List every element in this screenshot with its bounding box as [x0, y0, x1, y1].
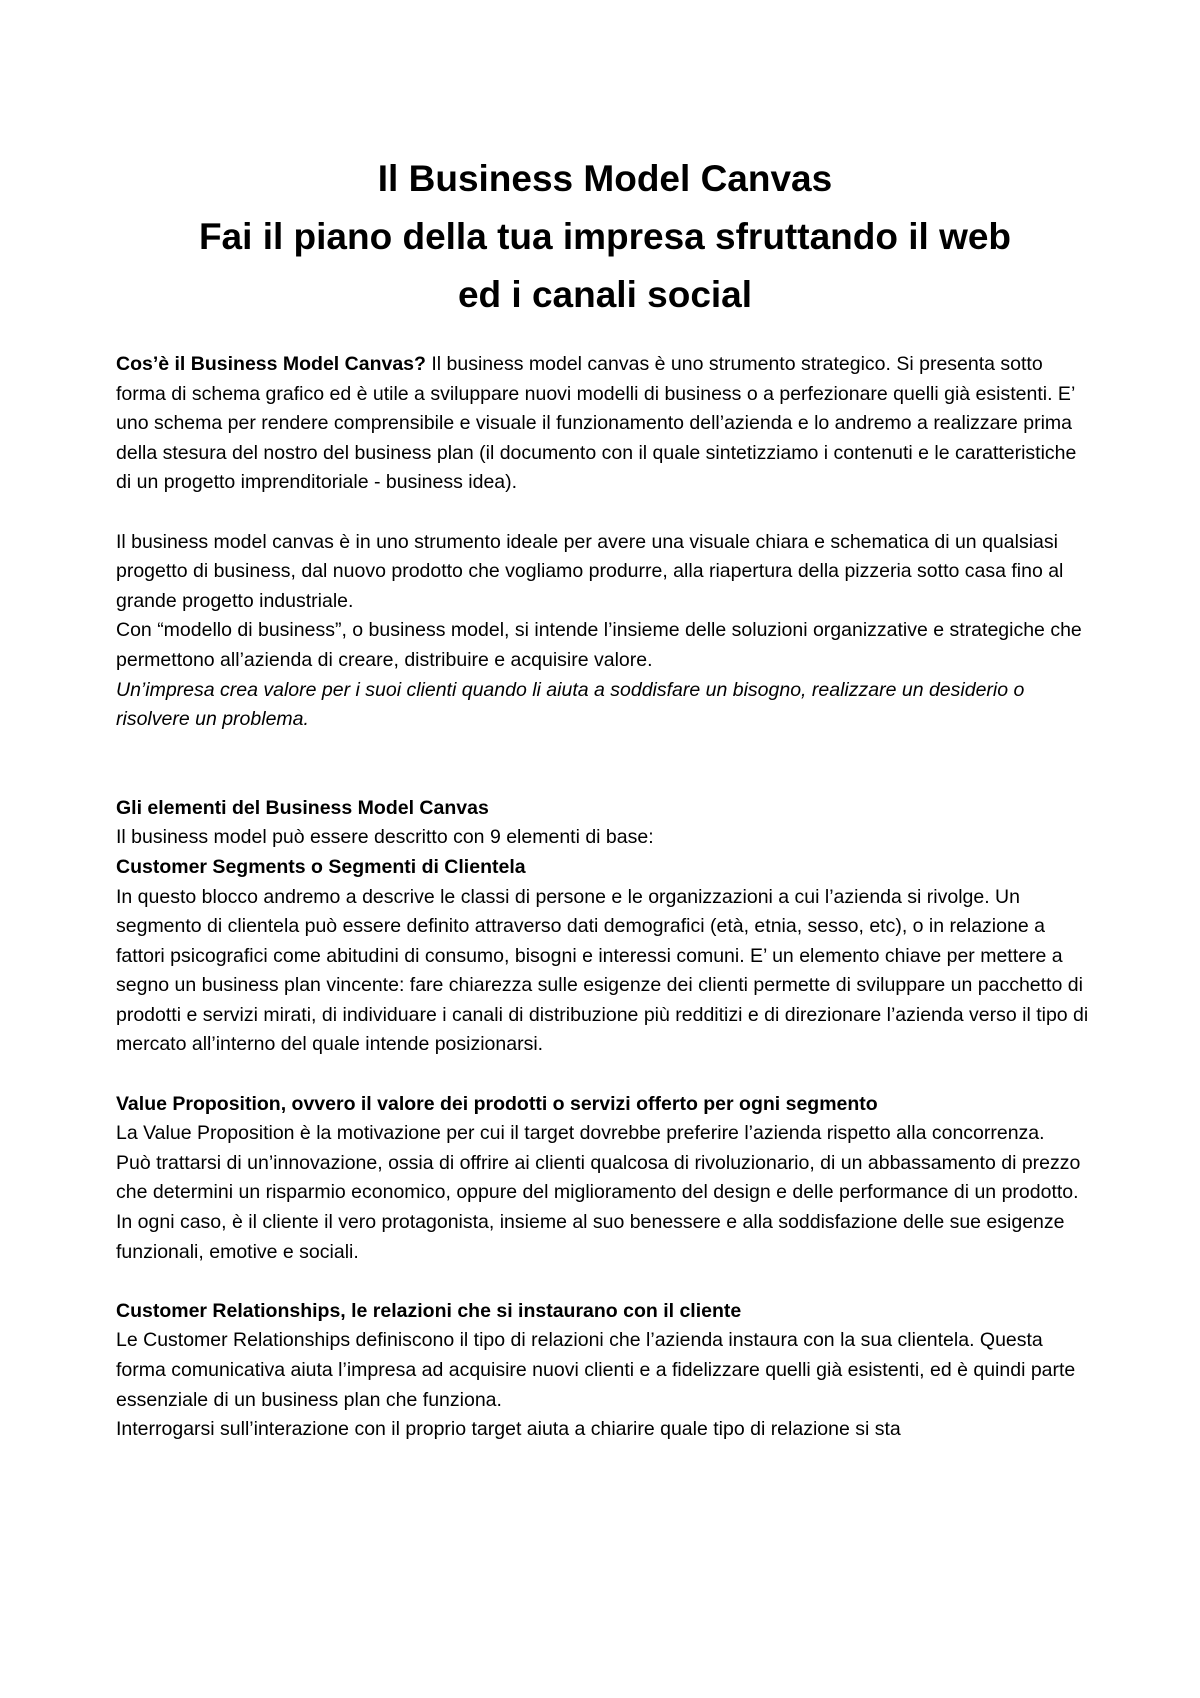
customer-segments-text: In questo blocco andremo a descrive le classi di persone e le organizzazioni a cui l’azienda si rivolge. Un segmento di clientela può essere definito attraverso dati demografici (età, etnia, sesso, etc), o in relazione a fattori psicografici come abitudini di consumo, bisogni e interessi comuni. E’ un elemento chiave per mettere a segno un business plan vincente: fare chiarezza sulle esigenze dei clienti permette di sviluppare un pacchetto di prodotti e servizi mirati, di individuare i canali di distribuzione più redditizi e di direzionare l’azienda verso il tipo di mercato all’interno del quale intende posizionarsi. — [116, 885, 1089, 1056]
document-page — [116, 150, 1094, 1445]
paragraph-spacer — [116, 498, 1094, 528]
value-proposition-heading: Value Proposition, ovvero il valore dei prodotti o servizi offerto per ogni segmento — [116, 1092, 878, 1115]
document-title — [116, 150, 1094, 324]
customer-relationships-text-1: Le Customer Relationships definiscono il tipo di relazioni che l’azienda instaura con la sua clientela. Questa forma comunicativa aiuta l’impresa ad acquisire nuovi clienti e a fidelizzare quelli già esistenti, ed è quindi parte essenziale di un business plan che funziona. — [116, 1329, 1076, 1411]
section-spacer — [116, 735, 1094, 794]
paragraph-2-text-1: Il business model canvas è in uno strumento ideale per avere una visuale chiara e schematica di un qualsiasi progetto di business, dal nuovo prodotto che vogliamo produrre, alla riapertura della pizzeria sotto casa fino al grande progetto industriale. — [116, 530, 1064, 612]
customer-relationships-heading: Customer Relationships, le relazioni che si instaurano con il cliente — [116, 1299, 742, 1322]
value-proposition-text-1: La Value Proposition è la motivazione per cui il target dovrebbe preferire l’azienda rispetto alla concorrenza. — [116, 1122, 1045, 1145]
elements-heading: Gli elementi del Business Model Canvas — [116, 796, 489, 819]
intro-text: Il business model canvas è uno strumento strategico. Si presenta sotto forma di schema grafico ed è utile a sviluppare nuovi modelli di business o a perfezionare quelli già esistenti. E’ uno schema per rendere comprensibile e visuale il funzionamento dell’azienda e lo andremo a realizzare prima della stesura del nostro del business plan (il documento con il quale sintetizziamo i contenuti e le caratteristiche di un progetto imprenditoriale - business idea). — [116, 353, 1077, 494]
title-line-3: ed i canali social — [457, 274, 753, 315]
title-line-2: Fai il piano della tua impresa sfruttando il web — [198, 216, 1012, 257]
paragraph-2-italic: Un’impresa crea valore per i suoi clienti quando li aiuta a soddisfare un bisogno, realizzare un desiderio o risolvere un problema. — [116, 678, 1025, 731]
paragraph-spacer — [116, 1267, 1094, 1297]
elements-intro: Il business model può essere descritto con 9 elementi di base: — [116, 826, 654, 849]
document-body — [116, 350, 1094, 1445]
intro-paragraph — [116, 350, 1094, 498]
title-line-1: Il Business Model Canvas — [377, 158, 833, 199]
paragraph-2-text-2: Con “modello di business”, o business model, si intende l’insieme delle soluzioni organizzative e strategiche che permettono all’azienda di creare, distribuire e acquisire valore. — [116, 619, 1082, 671]
paragraph-spacer — [116, 1060, 1094, 1090]
intro-question: Cos’è il Business Model Canvas? — [116, 353, 426, 375]
value-proposition-text-2: Può trattarsi di un’innovazione, ossia di offrire ai clienti qualcosa di rivoluzionario, di un abbassamento di prezzo che determini un risparmio economico, oppure del miglioramento del design e delle performance di un prodotto. In ogni caso, è il cliente il vero protagonista, insieme al suo benessere e alla soddisfazione delle sue esigenze funzionali, emotive e sociali. — [116, 1151, 1081, 1263]
customer-relationships-text-2: Interrogarsi sull’interazione con il proprio target aiuta a chiarire quale tipo di relazione si sta — [116, 1418, 901, 1441]
customer-segments-heading: Customer Segments o Segmenti di Clientela — [116, 855, 526, 878]
